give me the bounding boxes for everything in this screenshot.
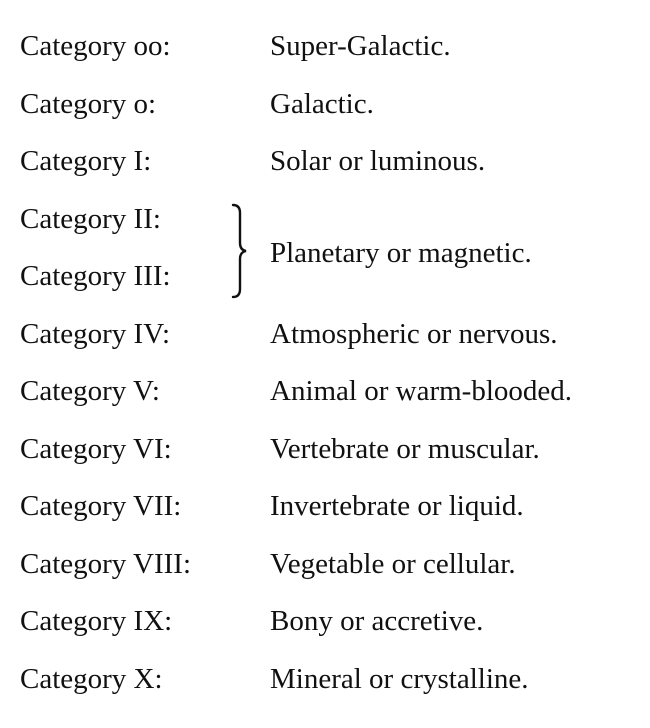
category-description: Bony or accretive. [270, 605, 484, 637]
category-label: Category VI: [20, 432, 172, 465]
category-list [20, 22, 640, 712]
category-label: Category III: [20, 260, 171, 292]
list-item [20, 310, 640, 368]
category-description: Super-Galactic. [270, 30, 451, 62]
category-label: Category VIII: [20, 547, 191, 580]
category-description: Invertebrate or liquid. [270, 490, 524, 522]
list-item [20, 425, 640, 483]
grouped-categories [20, 195, 640, 310]
list-item [20, 80, 640, 138]
list-item [20, 655, 640, 713]
list-item [20, 540, 640, 598]
category-description: Planetary or magnetic. [270, 236, 532, 269]
list-item [20, 597, 640, 655]
list-item [20, 482, 640, 540]
list-item [20, 367, 640, 425]
list-item [20, 137, 640, 195]
category-label: Category IX: [20, 605, 173, 637]
list-item [20, 22, 640, 80]
category-description: Solar or luminous. [270, 145, 486, 177]
right-brace-icon [230, 203, 250, 299]
category-description: Vegetable or cellular. [270, 547, 516, 580]
category-label: Category IV: [20, 317, 171, 350]
category-description: Atmospheric or nervous. [270, 317, 558, 350]
category-description: Mineral or crystalline. [270, 662, 529, 695]
category-description: Galactic. [270, 87, 374, 120]
category-description: Vertebrate or muscular. [270, 432, 540, 465]
category-label: Category II: [20, 202, 161, 235]
category-label: Category o: [20, 87, 157, 120]
category-label: Category X: [20, 662, 163, 695]
category-description: Animal or warm-blooded. [270, 375, 573, 407]
category-label: Category I: [20, 145, 152, 177]
category-label: Category oo: [20, 30, 171, 62]
category-label: Category V: [20, 375, 160, 407]
category-label: Category VII: [20, 490, 182, 522]
